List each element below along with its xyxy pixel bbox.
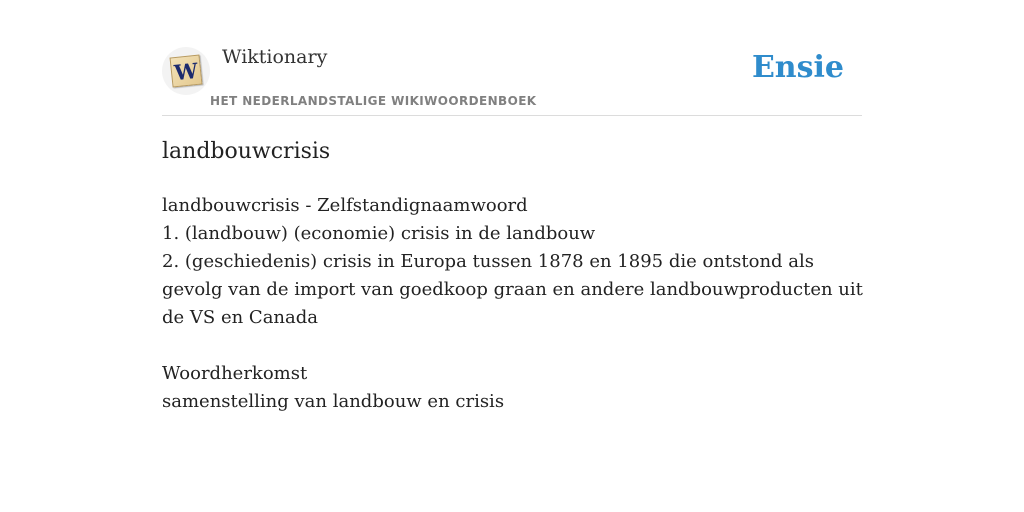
entry-body	[162, 192, 867, 416]
site-name: Wiktionary	[222, 46, 328, 68]
site-logo[interactable]	[162, 47, 210, 95]
etymology-text: samenstelling van landbouw en crisis	[162, 391, 505, 412]
entry-word-class: landbouwcrisis - Zelfstandignaamwoord	[162, 195, 528, 216]
logo-letter: W	[173, 57, 200, 86]
logo-letter-graphic	[171, 56, 202, 87]
section-spacer	[162, 332, 867, 360]
site-tagline: HET NEDERLANDSTALIGE WIKIWOORDENBOEK	[210, 94, 537, 108]
site-header	[162, 40, 862, 116]
definition-2: 2. (geschiedenis) crisis in Europa tussen 1878 en 1895 die ontstond als gevolg van de import van goedkoop graan en andere landbouwproducten uit de VS en Canada	[162, 251, 863, 328]
wiktionary-tile-icon	[170, 55, 203, 88]
definition-1: 1. (landbouw) (economie) crisis in de landbouw	[162, 223, 596, 244]
entry-title: landbouwcrisis	[162, 139, 331, 164]
etymology-heading: Woordherkomst	[162, 363, 308, 384]
ensie-brand-link[interactable]: Ensie	[751, 50, 844, 85]
